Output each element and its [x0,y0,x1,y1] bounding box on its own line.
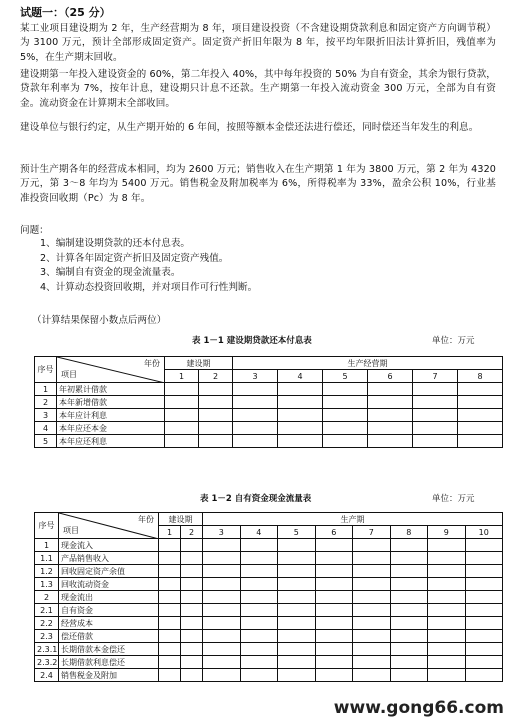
cell [199,383,233,396]
paragraph-operating-data: 预计生产期各年的经营成本相同，均为 2600 万元；销售收入在生产期第 1 年为 3800 万元，第 2 年为 4320 万元，第 3～8 年均为 5400 万元。销售税金及附加税率为 6%，所得税率为 33%，盈余公积 10%，行业基准投资回收期（Pc）为 8 年。 [20,164,496,204]
table-row [35,604,503,617]
cell [465,669,503,682]
cell [278,578,316,591]
table1-year: 5 [323,370,368,383]
questions-header: 问题： [20,225,49,236]
cell [428,617,466,630]
cell [240,578,278,591]
cell [278,409,323,422]
table2-year: 5 [278,526,316,539]
cell [458,383,503,396]
cell [390,617,428,630]
row-seq: 2 [35,591,59,604]
cell [458,396,503,409]
questions-list [40,237,257,295]
row-item: 产品销售收入 [59,552,159,565]
cell [199,409,233,422]
cell [278,630,316,643]
cell [323,409,368,422]
year-label: 年份 [144,359,160,368]
cell [159,630,181,643]
cell [428,578,466,591]
cell [181,578,203,591]
cell [390,539,428,552]
row-seq: 2.3 [35,630,59,643]
cell [353,552,391,565]
table-row [35,630,503,643]
question-item: 4、计算动态投资回收期，并对项目作可行性判断。 [40,281,258,293]
cell [465,630,503,643]
cell [428,604,466,617]
cell [240,669,278,682]
row-item: 本年应计利息 [57,409,165,422]
row-item: 长期借款利息偿还 [59,656,159,669]
cell [159,552,181,565]
cell [199,435,233,448]
table-row [35,383,503,396]
cell [240,617,278,630]
cell [159,656,181,669]
cell [181,552,203,565]
cell [199,396,233,409]
cell [159,617,181,630]
cash-flow-rows [35,539,503,682]
cell [203,617,241,630]
cell [465,565,503,578]
paragraph-investment-plan: 建设期第一年投入建设资金的 60%，第二年投入 40%，其中每年投资的 50% 为自有资金，其余为银行贷款，贷款年利率为 7%，按年计息，建设期只计息不还款。生产期第一年投入流动资金 300 万元，全部为自有资金。流动资金在计算期末全部收回。 [20,69,496,109]
question-item: 1、编制建设期贷款的还本付息表。 [40,238,191,249]
cell [203,565,241,578]
cell [278,643,316,656]
cell [465,643,503,656]
table-row [35,656,503,669]
cell [428,630,466,643]
cell [353,669,391,682]
cell [181,565,203,578]
row-seq: 2.3.1 [35,643,59,656]
row-item: 偿还借款 [59,630,159,643]
table-row [35,643,503,656]
table1-year: 6 [368,370,413,383]
table2-caption: 表 1－2 自有资金现金流量表 [200,494,312,504]
cell [278,422,323,435]
table2-diagonal-header [59,513,159,539]
table2-unit: 单位：万元 [432,494,475,504]
cell [390,565,428,578]
row-seq: 4 [35,422,57,435]
cell [278,396,323,409]
site-watermark: www.gong66.com [333,698,504,718]
cell [428,643,466,656]
cell [315,565,353,578]
table-row [35,539,503,552]
cell [203,643,241,656]
table-row [35,669,503,682]
cell [353,578,391,591]
paragraph-repayment-terms: 建设单位与银行约定，从生产期开始的 6 年间，按照等额本金偿还法进行偿还，同时偿还当年发生的利息。 [20,122,479,133]
cell [353,591,391,604]
table1-diagonal-header [57,357,165,383]
table-row [35,552,503,565]
cell [203,552,241,565]
table1-caption: 表 1－1 建设期贷款还本付息表 [192,336,312,346]
cell [428,591,466,604]
cell [465,617,503,630]
year-label: 年份 [138,515,154,524]
cell [199,422,233,435]
cell [278,565,316,578]
cell [240,656,278,669]
row-seq: 1 [35,539,59,552]
cell [323,383,368,396]
cell [323,396,368,409]
loan-repayment-table [34,356,503,448]
cell [315,630,353,643]
table2-construction-header: 建设期 [159,513,203,526]
cell [278,435,323,448]
cell [315,656,353,669]
row-item: 年初累计借款 [57,383,165,396]
row-seq: 1.1 [35,552,59,565]
cell [323,422,368,435]
cell [278,604,316,617]
cell [465,552,503,565]
row-item: 本年新增借款 [57,396,165,409]
cell [233,409,278,422]
question-item: 2、计算各年固定资产折旧及固定资产残值。 [40,252,229,264]
table1-production-header: 生产经营期 [233,357,503,370]
row-seq: 3 [35,409,57,422]
cell [428,552,466,565]
cell [240,630,278,643]
cell [465,604,503,617]
cell [203,656,241,669]
cell [240,604,278,617]
cell [278,539,316,552]
cell [278,656,316,669]
paragraph-project-overview: 某工业项目建设期为 2 年，生产经营期为 8 年，项目建设投资（不含建设期贷款利息和固定资产方向调节税）为 3100 万元，预计全部形成固定资产。固定资产折旧年限为 8 年，按平均年限折旧法计算折旧，残值率为 5%，在生产期末回收。 [20,23,496,63]
cell [159,539,181,552]
table2-year: 1 [159,526,181,539]
table-row [35,591,503,604]
question-item: 3、编制自有资金的现金流量表。 [40,267,181,279]
table2-year: 2 [181,526,203,539]
table2-seq-header: 序号 [35,513,59,539]
cell [390,656,428,669]
cell [159,604,181,617]
cell [465,578,503,591]
table1-unit: 单位：万元 [432,336,475,346]
row-item: 本年应还利息 [57,435,165,448]
cell [353,604,391,617]
table-row [35,617,503,630]
cell [390,669,428,682]
row-seq: 2.2 [35,617,59,630]
cell [315,604,353,617]
cell [390,591,428,604]
cell [428,539,466,552]
cell [165,383,199,396]
cell [240,552,278,565]
table2-year: 4 [240,526,278,539]
row-seq: 1 [35,383,57,396]
row-item: 长期借款本金偿还 [59,643,159,656]
row-seq: 2.1 [35,604,59,617]
cell [233,383,278,396]
cell [159,565,181,578]
cell [165,396,199,409]
table2-year: 6 [315,526,353,539]
table1-year: 8 [458,370,503,383]
cell [181,656,203,669]
cell [413,396,458,409]
cell [278,617,316,630]
table2-production-header: 生产期 [203,513,503,526]
table2-year: 3 [203,526,241,539]
row-seq: 2 [35,396,57,409]
row-seq: 2.4 [35,669,59,682]
item-label: 项目 [63,526,79,535]
cell [203,539,241,552]
cell [353,539,391,552]
table2-year: 7 [353,526,391,539]
cell [323,435,368,448]
cell [390,578,428,591]
row-item: 经营成本 [59,617,159,630]
cell [203,669,241,682]
cell [315,552,353,565]
table-row [35,578,503,591]
cell [165,435,199,448]
cell [428,669,466,682]
cell [353,617,391,630]
cell [233,435,278,448]
cell [390,643,428,656]
cell [315,617,353,630]
cell [353,630,391,643]
cell [181,630,203,643]
cell [413,422,458,435]
cell [368,435,413,448]
cell [413,383,458,396]
cell [240,591,278,604]
cell [368,409,413,422]
cell [278,383,323,396]
table-row [35,435,503,448]
table2-year: 8 [390,526,428,539]
cell [465,539,503,552]
cell [413,409,458,422]
cell [465,591,503,604]
row-item: 回收固定资产余值 [59,565,159,578]
cell [353,643,391,656]
row-item: 本年应还本金 [57,422,165,435]
cell [203,591,241,604]
cell [240,539,278,552]
cell [278,552,316,565]
row-seq: 1.2 [35,565,59,578]
row-item: 回收流动资金 [59,578,159,591]
table1-year: 3 [233,370,278,383]
cell [233,422,278,435]
table1-construction-header: 建设期 [165,357,233,370]
table-row [35,396,503,409]
row-seq: 5 [35,435,57,448]
cell [368,383,413,396]
cell [458,422,503,435]
cash-flow-table [34,512,503,682]
cell [159,643,181,656]
cell [278,591,316,604]
cell [181,617,203,630]
table1-year: 1 [165,370,199,383]
table-row [35,409,503,422]
cell [315,539,353,552]
cell [315,643,353,656]
row-item: 现金流出 [59,591,159,604]
cell [181,669,203,682]
cell [458,409,503,422]
cell [390,630,428,643]
cell [353,656,391,669]
cell [368,396,413,409]
table2-year: 9 [428,526,466,539]
cell [390,604,428,617]
cell [458,435,503,448]
table1-seq-header: 序号 [35,357,57,383]
cell [278,669,316,682]
cell [428,656,466,669]
rounding-note: （计算结果保留小数点后两位） [32,315,167,326]
problem-title: 试题一：（25 分） [20,6,111,19]
cell [159,578,181,591]
cell [159,591,181,604]
table1-year: 2 [199,370,233,383]
cell [181,643,203,656]
table-row [35,565,503,578]
cell [181,604,203,617]
row-seq: 2.3.2 [35,656,59,669]
cell [315,591,353,604]
cell [233,396,278,409]
row-item: 自有资金 [59,604,159,617]
cell [413,435,458,448]
cell [165,409,199,422]
cell [203,630,241,643]
item-label: 项目 [61,370,77,379]
cell [203,578,241,591]
cell [353,565,391,578]
cell [165,422,199,435]
cell [465,656,503,669]
cell [315,669,353,682]
cell [181,539,203,552]
cell [240,643,278,656]
cell [240,565,278,578]
cell [428,565,466,578]
row-seq: 1.3 [35,578,59,591]
row-item: 现金流入 [59,539,159,552]
row-item: 销售税金及附加 [59,669,159,682]
table1-year: 7 [413,370,458,383]
table1-year: 4 [278,370,323,383]
cell [315,578,353,591]
table2-year: 10 [465,526,503,539]
table-row [35,422,503,435]
cell [390,552,428,565]
cell [159,669,181,682]
cell [181,591,203,604]
cell [203,604,241,617]
cell [368,422,413,435]
